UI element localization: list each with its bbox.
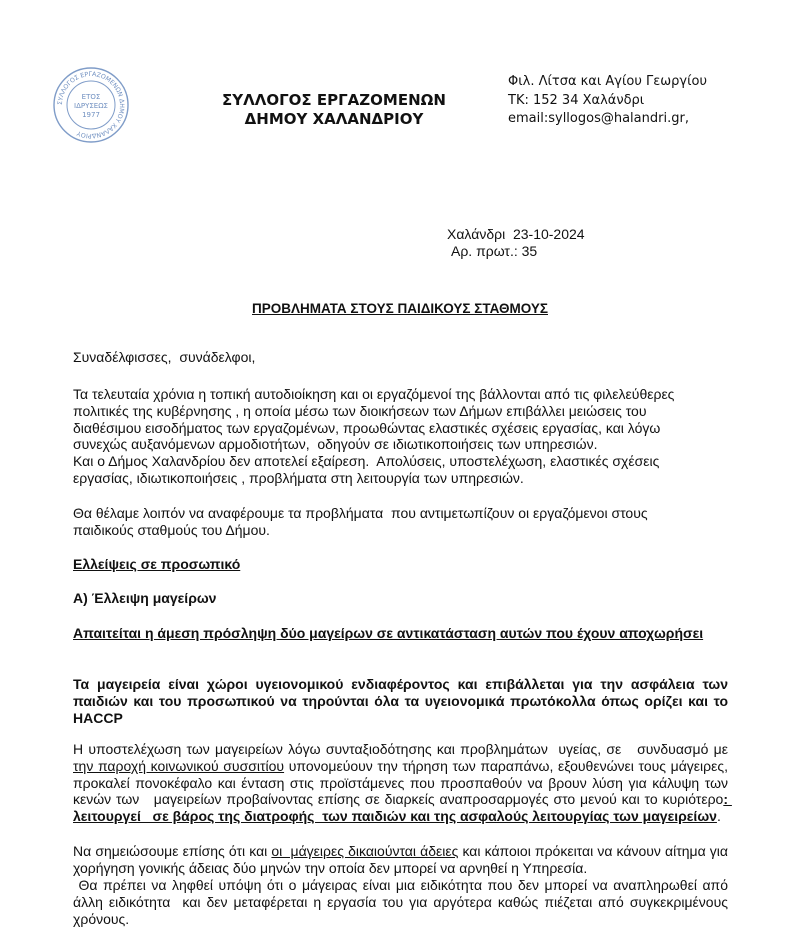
understaffing-text: Η υποστελέχωση των μαγειρείων λόγω συνταξιοδότησης και προβλημάτων υγείας, σε συνδυασμό με (73, 741, 732, 757)
seal-line1: ΕΤΟΣ (81, 93, 101, 101)
org-name-line1: ΣΥΛΛΟΓΟΣ ΕΡΓΑΖΟΜΕΝΩΝ (222, 91, 446, 109)
problems-intro-line: παιδικούς σταθμούς του Δήμου. (73, 521, 270, 538)
leave-rights-text: οι μάγειρες δικαιούνται άδειες (271, 843, 459, 859)
section-heading-staff-shortage: Ελλείψεις σε προσωπικό (73, 556, 241, 572)
specialty-paragraph: Θα πρέπει να ληφθεί υπόψη ότι ο μάγειρας είναι μια ειδικότητα που δεν μπορεί να αναπληρωθεί από άλλη ειδικότητα και δεν μεταφέρεται η εργασία του για αργότερα καθώς πιέζεται από συγκεκριμένους χρόνους. (73, 877, 732, 927)
seal-line2: ΙΔΡΥΣΕΩΣ (74, 102, 108, 110)
place-date: Χαλάνδρι 23-10-2024 (447, 226, 585, 242)
seal-line3: 1977 (82, 111, 100, 119)
intro-line: πολιτικές της κυβέρνησης , η οποία μέσω των διοικήσεων των Δήμων επιβάλλει μειώσεις του (73, 402, 647, 419)
understaffing-text-cont: υπονομεύουν την τήρηση των παραπάνω, εξουθενώνει τους μάγειρες, προκαλεί πονοκέφαλο και ένταση στις προϊστάμενες που προσπαθούν να βρουν λύση για κάλυψη των κενών των μαγειρείων προβαίνοντας επίσης σε διαρκείς αναπροσαρμογές στο μενού και το κυριότερο (73, 757, 732, 808)
address-email: email:syllogos@halandri.gr, (508, 111, 689, 126)
date-block (447, 226, 585, 259)
address-postcode: ΤΚ: 152 34 Χαλάνδρι (508, 92, 645, 108)
subsection-heading-cooks: Α) Έλλειψη μαγείρων (73, 590, 217, 606)
address-street: Φιλ. Λίτσα και Αγίου Γεωργίου (508, 74, 707, 89)
intro-line: Και ο Δήμος Χαλανδρίου δεν αποτελεί εξαίρεση. Απολύσεις, υποστελέχωση, ελαστικές σχέσεις (73, 453, 660, 470)
social-meals-text: την παροχή κοινωνικού συσσιτίου (73, 757, 285, 774)
key-consequence-text: : λειτουργεί σε βάρος της διατροφής των παιδιών και της ασφαλούς λειτουργίας των μαγειρείων (73, 791, 732, 825)
intro-line: εργασίας, ιδιωτικοποιήσεις , προβλήματα στη λειτουργία των υπηρεσιών. (73, 469, 524, 486)
understaffing-paragraph (73, 741, 732, 825)
protocol-number: Αρ. πρωτ.: 35 (451, 242, 538, 259)
problems-intro-line: Θα θέλαμε λοιπόν να αναφέρουμε τα προβλήματα που αντιμετωπίζουν οι εργαζόμενοι στους (73, 505, 648, 521)
intro-line: Τα τελευταία χρόνια η τοπική αυτοδιοίκηση και οι εργαζόμενοί της βάλλονται από τις φιλελεύθερες (73, 386, 675, 402)
organization-name (200, 91, 468, 129)
hygiene-statement: Τα μαγειρεία είναι χώροι υγειονομικού ενδιαφέροντος και επιβάλλεται για την ασφάλεια των παιδιών και του προσωπικού να τηρούνται όλα τα υγειονομικά πρωτόκολλα όπως ορίζει και το HACCP (73, 676, 728, 726)
document-title: ΠΡΟΒΛΗΜΑΤΑ ΣΤΟΥΣ ΠΑΙΔΙΚΟΥΣ ΣΤΑΘΜΟΥΣ (252, 301, 548, 316)
problems-intro-paragraph (73, 505, 728, 539)
contact-address (508, 73, 707, 129)
leave-text: Να σημειώσουμε επίσης ότι και (73, 843, 272, 859)
salutation: Συναδέλφισσες, συνάδελφοι, (73, 349, 256, 365)
leave-paragraph (73, 843, 732, 877)
org-name-line2: ΔΗΜΟΥ ΧΑΛΑΝΔΡΙΟΥ (244, 110, 424, 128)
leave-text-cont: και κάποιοι πρόκειται να κάνουν αίτημα για χορήγηση γονικής άδειας δύο μηνών την οποία δεν μπορεί να αρνηθεί η Υπηρεσία. (73, 843, 732, 876)
demand-statement: Απαιτείται η άμεση πρόσληψη δύο μαγείρων σε αντικατάσταση αυτών που έχουν αποχωρήσει (73, 625, 704, 641)
intro-line: συνεχώς αυξανόμενων αρμοδιοτήτων, οδηγούν σε ιδιωτικοποιήσεις των υπηρεσιών. (73, 436, 598, 453)
intro-line: διαθέσιμου εισοδήματος των εργαζομένων, προωθώντας ελαστικές σχέσεις εργασίας, και λόγω (73, 419, 661, 436)
period: . (716, 808, 721, 825)
seal-ring-text: ΣΥΛΛΟΓΟΣ ΕΡΓΑΖΟΜΕΝΩΝ ΔΗΜΟΥ ΧΑΛΑΝΔΡΙΟΥ (56, 70, 126, 140)
intro-paragraph (73, 386, 728, 487)
union-seal-logo (52, 66, 130, 144)
